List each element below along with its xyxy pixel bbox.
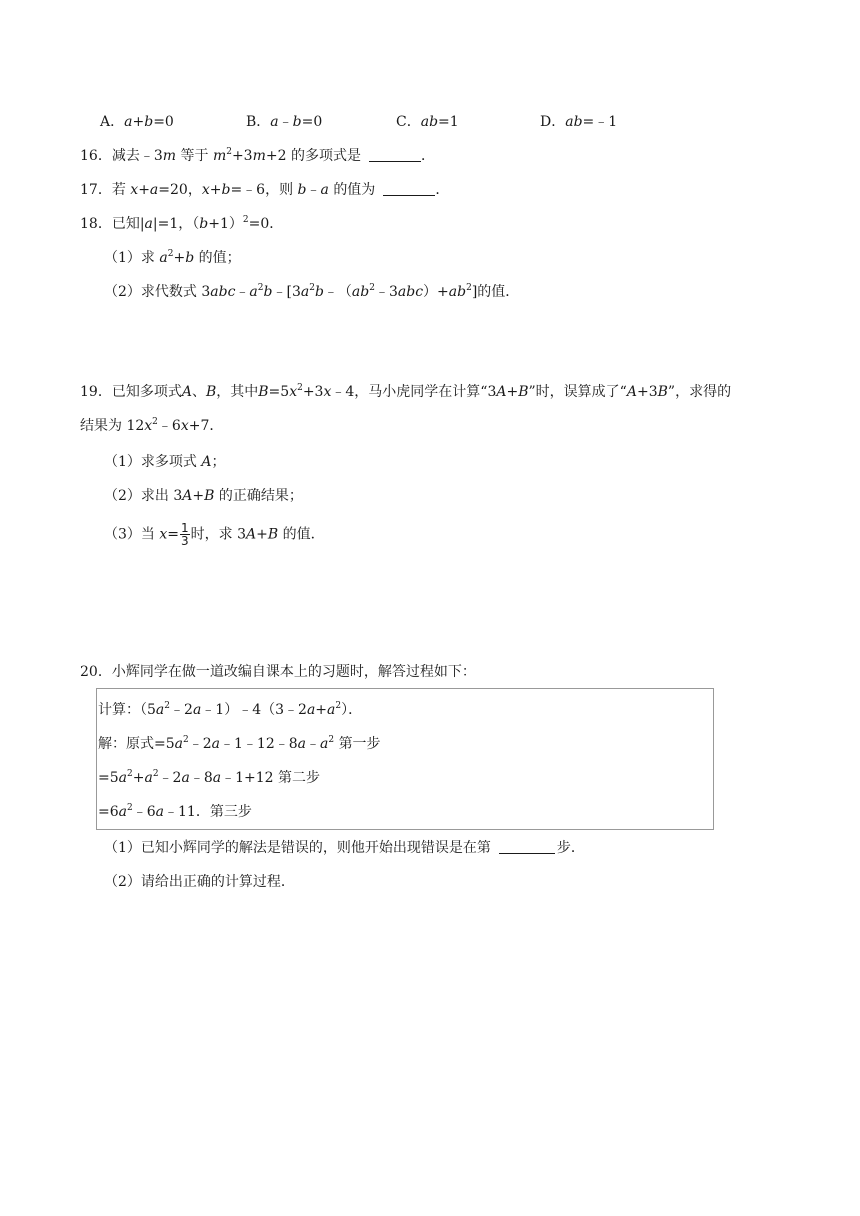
math-text: B bbox=[204, 488, 215, 504]
math-text: B bbox=[657, 384, 668, 400]
math-text: + bbox=[256, 526, 268, 543]
math-text: abc bbox=[210, 284, 236, 300]
math-text: x bbox=[289, 384, 298, 400]
question-20-part-1 bbox=[104, 838, 585, 858]
math-text: x bbox=[144, 418, 153, 434]
math-text: ﹣1）﹣4（3﹣2 bbox=[201, 702, 307, 718]
math-text: B bbox=[205, 384, 217, 400]
math-text: 等于 bbox=[180, 148, 209, 164]
math-text: a bbox=[306, 702, 316, 718]
math-text: a bbox=[300, 284, 310, 300]
math-text: 1 bbox=[181, 521, 189, 535]
math-text: a bbox=[174, 736, 183, 752]
math-text: |=1，（ bbox=[152, 216, 200, 232]
question-16 bbox=[80, 146, 435, 166]
math-text: 2 bbox=[127, 769, 133, 779]
math-text: + bbox=[132, 114, 145, 130]
math-text: b bbox=[292, 114, 302, 130]
math-text: 2 bbox=[167, 249, 174, 259]
math-text: 2 bbox=[152, 769, 159, 779]
math-text: a bbox=[192, 702, 202, 718]
math-text: 3 bbox=[181, 534, 189, 548]
math-text: A bbox=[181, 384, 192, 400]
math-text: 小辉同学在做一道改编自课本上的习题时，解答过程如下： bbox=[111, 664, 476, 680]
math-text: 18． bbox=[80, 216, 112, 232]
math-text: b bbox=[199, 216, 209, 232]
math-text: a bbox=[149, 182, 159, 198]
math-text: ）． bbox=[341, 702, 363, 718]
math-text: a bbox=[211, 736, 221, 752]
math-text: a bbox=[270, 114, 279, 130]
math-text: ﹣4，马小虎同学在计算“3 bbox=[331, 384, 497, 400]
math-text: a bbox=[155, 804, 165, 820]
math-text: =5 bbox=[98, 770, 119, 786]
math-text: x bbox=[130, 182, 139, 198]
math-text: B bbox=[267, 526, 279, 543]
math-text: 时，求 3 bbox=[190, 526, 247, 543]
math-text: ﹣11．第三步 bbox=[164, 804, 252, 820]
math-text: 已知| bbox=[111, 216, 145, 232]
math-text: + bbox=[506, 384, 519, 400]
math-text: 2 bbox=[297, 383, 303, 393]
math-text: x bbox=[323, 384, 332, 400]
math-text: ﹣1+12 第二步 bbox=[221, 770, 321, 786]
math-text: = bbox=[167, 526, 180, 543]
solution-line-3 bbox=[98, 768, 320, 788]
option-c bbox=[396, 112, 459, 132]
question-17 bbox=[80, 180, 449, 200]
math-text: ﹣（ bbox=[323, 284, 352, 300]
math-text: （3）当 bbox=[104, 526, 155, 543]
math-text: =﹣1 bbox=[582, 114, 618, 130]
math-text: a bbox=[297, 736, 307, 752]
math-text: 计算：（5 bbox=[98, 702, 156, 718]
question-18-part-1 bbox=[104, 248, 241, 268]
solution-line-1 bbox=[98, 700, 362, 720]
math-text: 的值为 bbox=[333, 182, 376, 198]
math-text: （1）求 bbox=[104, 250, 155, 266]
math-text: b bbox=[314, 284, 324, 300]
question-19-part-1 bbox=[104, 452, 226, 472]
fraction-one-third bbox=[180, 522, 190, 547]
math-text: A bbox=[246, 526, 257, 543]
math-text: +1） bbox=[208, 216, 243, 232]
math-text: a bbox=[159, 250, 168, 266]
math-text: 已知多项式 bbox=[111, 384, 182, 400]
math-text: 的值； bbox=[198, 250, 241, 266]
math-text: B bbox=[518, 384, 529, 400]
question-19-part-2 bbox=[104, 486, 303, 506]
math-text: ﹣2 bbox=[170, 702, 193, 718]
math-text: ）+ bbox=[423, 284, 449, 300]
math-text: 2 bbox=[369, 283, 375, 293]
answer-blank[interactable] bbox=[499, 839, 555, 854]
math-text: C． bbox=[396, 114, 421, 130]
math-text: m bbox=[252, 148, 266, 164]
math-text: b bbox=[263, 284, 273, 300]
math-text: ﹣ bbox=[306, 736, 321, 752]
math-text: ﹣ bbox=[235, 284, 250, 300]
question-19-part-3 bbox=[104, 522, 325, 547]
math-text: A bbox=[626, 384, 637, 400]
question-18-part-2 bbox=[104, 282, 519, 302]
option-d bbox=[540, 112, 617, 132]
math-text: ab bbox=[351, 284, 370, 300]
math-text: =6 bbox=[98, 804, 119, 820]
math-text: 2 bbox=[183, 735, 189, 745]
math-text: 20． bbox=[80, 664, 112, 680]
math-text: B bbox=[258, 384, 269, 400]
math-text: ． bbox=[420, 148, 435, 164]
math-text: 、 bbox=[191, 384, 206, 400]
math-text: ﹣ bbox=[306, 182, 321, 198]
math-text: ，其中 bbox=[216, 384, 259, 400]
math-text: ﹣3 bbox=[374, 284, 398, 300]
math-text: a bbox=[155, 702, 165, 718]
math-text: ﹣ bbox=[278, 114, 293, 130]
math-text: ﹣6 bbox=[132, 804, 156, 820]
math-text: ab bbox=[565, 114, 583, 130]
math-text: 17． bbox=[80, 182, 112, 198]
math-text: x bbox=[180, 418, 189, 434]
math-text: 结果为 12 bbox=[80, 418, 145, 434]
math-text: m bbox=[162, 148, 177, 164]
question-20-part-2 bbox=[104, 872, 295, 892]
question-18 bbox=[80, 214, 283, 234]
math-text: a bbox=[181, 770, 190, 786]
math-text: （1）已知小辉同学的解法是错误的，则他开始出现错误是在第 bbox=[104, 840, 491, 856]
math-text: A bbox=[201, 454, 212, 470]
math-text: a bbox=[320, 182, 329, 198]
question-19 bbox=[80, 382, 731, 402]
math-text: ﹣2 bbox=[188, 736, 212, 752]
math-text: ab bbox=[420, 114, 439, 130]
math-text: b bbox=[297, 182, 307, 198]
math-text: （2）求出 3 bbox=[104, 488, 183, 504]
math-text: 步． bbox=[556, 840, 585, 856]
math-text: 的正确结果； bbox=[218, 488, 303, 504]
math-text: + bbox=[132, 770, 145, 786]
math-text: ”，求得的 bbox=[667, 384, 732, 400]
math-text: abc bbox=[397, 284, 424, 300]
math-text: 2 bbox=[242, 215, 249, 225]
math-text: 2 bbox=[309, 283, 315, 293]
math-text: a bbox=[118, 770, 127, 786]
math-text: a bbox=[320, 736, 329, 752]
math-text: 2 bbox=[164, 701, 171, 711]
math-text: 2 bbox=[226, 147, 232, 157]
answer-blank[interactable] bbox=[383, 181, 435, 196]
math-text: ； bbox=[211, 454, 226, 470]
math-text: +3 bbox=[231, 148, 253, 164]
math-text: =﹣6，则 bbox=[230, 182, 294, 198]
math-text: ﹣1﹣12﹣8 bbox=[220, 736, 298, 752]
math-text: 2 bbox=[335, 701, 342, 711]
math-text: ]的值． bbox=[471, 284, 520, 300]
math-text: + bbox=[192, 488, 205, 504]
math-text: ab bbox=[448, 284, 467, 300]
math-text: a bbox=[124, 114, 133, 130]
math-text: ． bbox=[435, 182, 450, 198]
math-text: 若 bbox=[111, 182, 126, 198]
question-19-line-2 bbox=[80, 416, 223, 436]
math-text: 第一步 bbox=[338, 736, 381, 752]
math-text: a bbox=[144, 770, 153, 786]
math-text: =1 bbox=[438, 114, 459, 130]
math-text: a bbox=[212, 770, 222, 786]
math-text: A． bbox=[100, 114, 125, 130]
math-text: +7． bbox=[188, 418, 224, 434]
math-text: B． bbox=[246, 114, 271, 130]
math-text: +2 的多项式是 bbox=[265, 148, 361, 164]
math-text: + bbox=[209, 182, 222, 198]
math-text: 解：原式=5 bbox=[98, 736, 175, 752]
math-text: a bbox=[327, 702, 336, 718]
math-text: ”时，误算成了“ bbox=[528, 384, 627, 400]
math-text: x bbox=[201, 182, 210, 198]
math-text: a bbox=[118, 804, 127, 820]
option-b bbox=[246, 112, 322, 132]
math-text: a bbox=[249, 284, 258, 300]
math-text: D． bbox=[540, 114, 566, 130]
math-text: b bbox=[221, 182, 231, 198]
math-text: 2 bbox=[127, 803, 133, 813]
math-text: =0 bbox=[301, 114, 323, 130]
solution-line-2 bbox=[98, 734, 381, 754]
math-text: 2 bbox=[466, 283, 472, 293]
math-text: A bbox=[496, 384, 507, 400]
math-text: 16． bbox=[80, 148, 112, 164]
math-text: + bbox=[138, 182, 150, 198]
math-text: +3 bbox=[636, 384, 658, 400]
math-text: a bbox=[144, 216, 153, 232]
math-text: ﹣6 bbox=[157, 418, 181, 434]
question-20 bbox=[80, 662, 476, 682]
math-text: 2 bbox=[152, 417, 158, 427]
math-text: A bbox=[182, 488, 193, 504]
math-text: 的值． bbox=[282, 526, 325, 543]
math-text: =0 bbox=[153, 114, 174, 130]
math-text: +3 bbox=[302, 384, 324, 400]
math-text: ﹣2 bbox=[158, 770, 182, 786]
math-text: 减去﹣3 bbox=[111, 148, 163, 164]
math-text: =20， bbox=[158, 182, 202, 198]
answer-blank[interactable] bbox=[369, 147, 421, 162]
math-text: =0． bbox=[248, 216, 284, 232]
math-text: + bbox=[173, 250, 186, 266]
math-text: m bbox=[212, 148, 227, 164]
math-text: b bbox=[144, 114, 154, 130]
math-text: （1）求多项式 bbox=[104, 454, 197, 470]
math-text: 2 bbox=[257, 283, 264, 293]
math-text: x bbox=[159, 526, 168, 543]
solution-line-4 bbox=[98, 802, 252, 822]
math-text: （2）请给出正确的计算过程． bbox=[104, 874, 295, 890]
math-text: （2）求代数式 3 bbox=[104, 284, 211, 300]
option-a bbox=[100, 112, 174, 132]
math-text: ﹣[3 bbox=[272, 284, 301, 300]
math-text: + bbox=[315, 702, 328, 718]
math-text: b bbox=[185, 250, 195, 266]
math-text: 2 bbox=[328, 735, 335, 745]
math-text: =5 bbox=[268, 384, 290, 400]
math-text: 19． bbox=[80, 384, 112, 400]
math-text: ﹣8 bbox=[189, 770, 213, 786]
